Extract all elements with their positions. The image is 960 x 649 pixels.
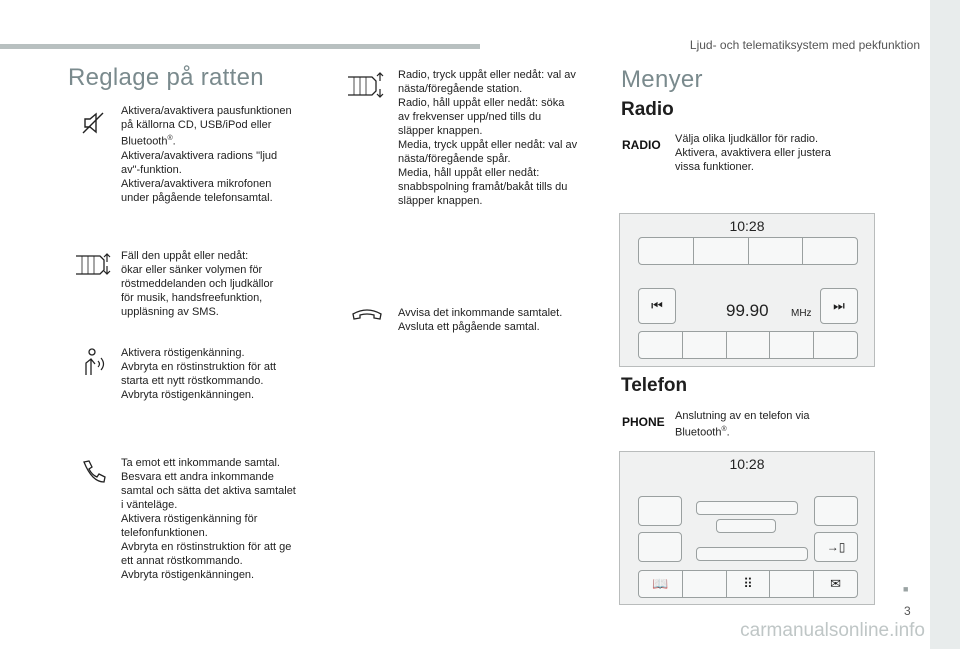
phone-contact-field[interactable]	[696, 501, 798, 515]
skip-forward-icon: ⏭	[833, 298, 845, 313]
phone-button-label: PHONE	[622, 415, 665, 429]
phone-number-field[interactable]	[716, 519, 776, 533]
voice-recognition-icon	[78, 347, 106, 377]
seek-forward-button[interactable]	[820, 288, 858, 324]
phone-bottom-menu	[638, 570, 858, 598]
phone-left-bottom-button[interactable]	[638, 532, 682, 562]
radio-description: Välja olika ljudkällor för radio. Aktivera, avaktivera eller justera vissa funktioner.	[675, 133, 831, 173]
messages-icon[interactable]: ✉	[830, 576, 842, 591]
phone-hangup-icon	[350, 306, 384, 326]
radio-button-label: RADIO	[622, 138, 661, 152]
top-decor-bar	[0, 44, 480, 49]
phone-screen-time: 10:28	[729, 456, 765, 472]
radio-presets-bottom-row[interactable]	[638, 331, 858, 359]
page-number: 3	[904, 604, 911, 618]
phone-connect-button[interactable]	[814, 532, 858, 562]
seek-back-button[interactable]	[638, 288, 676, 324]
phone-answer-icon	[80, 458, 106, 484]
phone-description: Anslutning av en telefon via Bluetooth®.	[675, 410, 810, 439]
radio-frequency-unit: MHz	[791, 308, 812, 319]
phone-screen	[619, 451, 875, 605]
radio-frequency: 99.90	[726, 301, 769, 320]
volume-description: Fäll den uppåt eller nedåt: ökar eller sänker volymen för röstmeddelanden och ljudkällor för musik, handsfreefunktion, uppläsning av SMS.	[121, 250, 274, 318]
left-heading: Reglage på ratten	[68, 64, 264, 91]
phone-hangup-description: Avvisa det inkommande samtalet. Avsluta ett pågående samtal.	[398, 307, 563, 333]
phone-title: Telefon	[621, 375, 688, 396]
scroll-wheel-icon	[346, 70, 386, 100]
radio-screen	[619, 213, 875, 367]
skip-back-icon: ⏮	[651, 298, 663, 313]
phone-status-field[interactable]	[696, 547, 808, 561]
radio-screen-time: 10:28	[729, 218, 765, 234]
continue-marker: ■	[903, 584, 909, 594]
chapter-header: Ljud- och telematiksystem med pekfunktion	[689, 38, 920, 52]
phone-connect-icon: →▯	[826, 540, 846, 554]
right-margin-band	[930, 0, 960, 649]
watermark: carmanualsonline.info	[740, 620, 925, 641]
mute-description: Aktivera/avaktivera pausfunktionen på källorna CD, USB/iPod eller Bluetooth®. Aktivera/avaktivera radions "ljud av"-funktion. Aktivera/avaktivera mikrofonen under pågående telefonsamtal.	[121, 105, 292, 204]
mute-icon	[80, 110, 106, 136]
menus-heading: Menyer	[621, 66, 703, 93]
phone-left-top-button[interactable]	[638, 496, 682, 526]
keypad-icon[interactable]: ⠿	[727, 571, 771, 597]
voice-recognition-description: Aktivera röstigenkänning. Avbryta en röstinstruktion för att starta ett nytt röstkommando. Avbryta röstigenkänningen.	[121, 347, 277, 401]
phone-right-top-button[interactable]	[814, 496, 858, 526]
radio-presets-top-row[interactable]	[638, 237, 858, 265]
phone-answer-description: Ta emot ett inkommande samtal. Besvara ett andra inkommande samtal och sätta det aktiva samtalet i vänteläge. Aktivera röstigenkänning för telefonfunktionen. Avbryta en röstinstruktion för att ge ett annat röstkommando. Avbryta röstigenkänningen.	[121, 457, 296, 581]
radio-title: Radio	[621, 99, 674, 120]
contacts-icon[interactable]: 📖	[639, 571, 683, 597]
scroll-wheel-description: Radio, tryck uppåt eller nedåt: val av nästa/föregående station. Radio, håll uppåt eller nedåt: söka av frekvenser upp/ned tills du släpper knappen. Media, tryck uppåt eller nedåt: val av nästa/föregående spår. Media, håll uppåt eller nedåt: snabbspolning framåt/bakåt tills du släpper knappen.	[398, 69, 578, 207]
volume-wheel-icon	[74, 250, 112, 278]
